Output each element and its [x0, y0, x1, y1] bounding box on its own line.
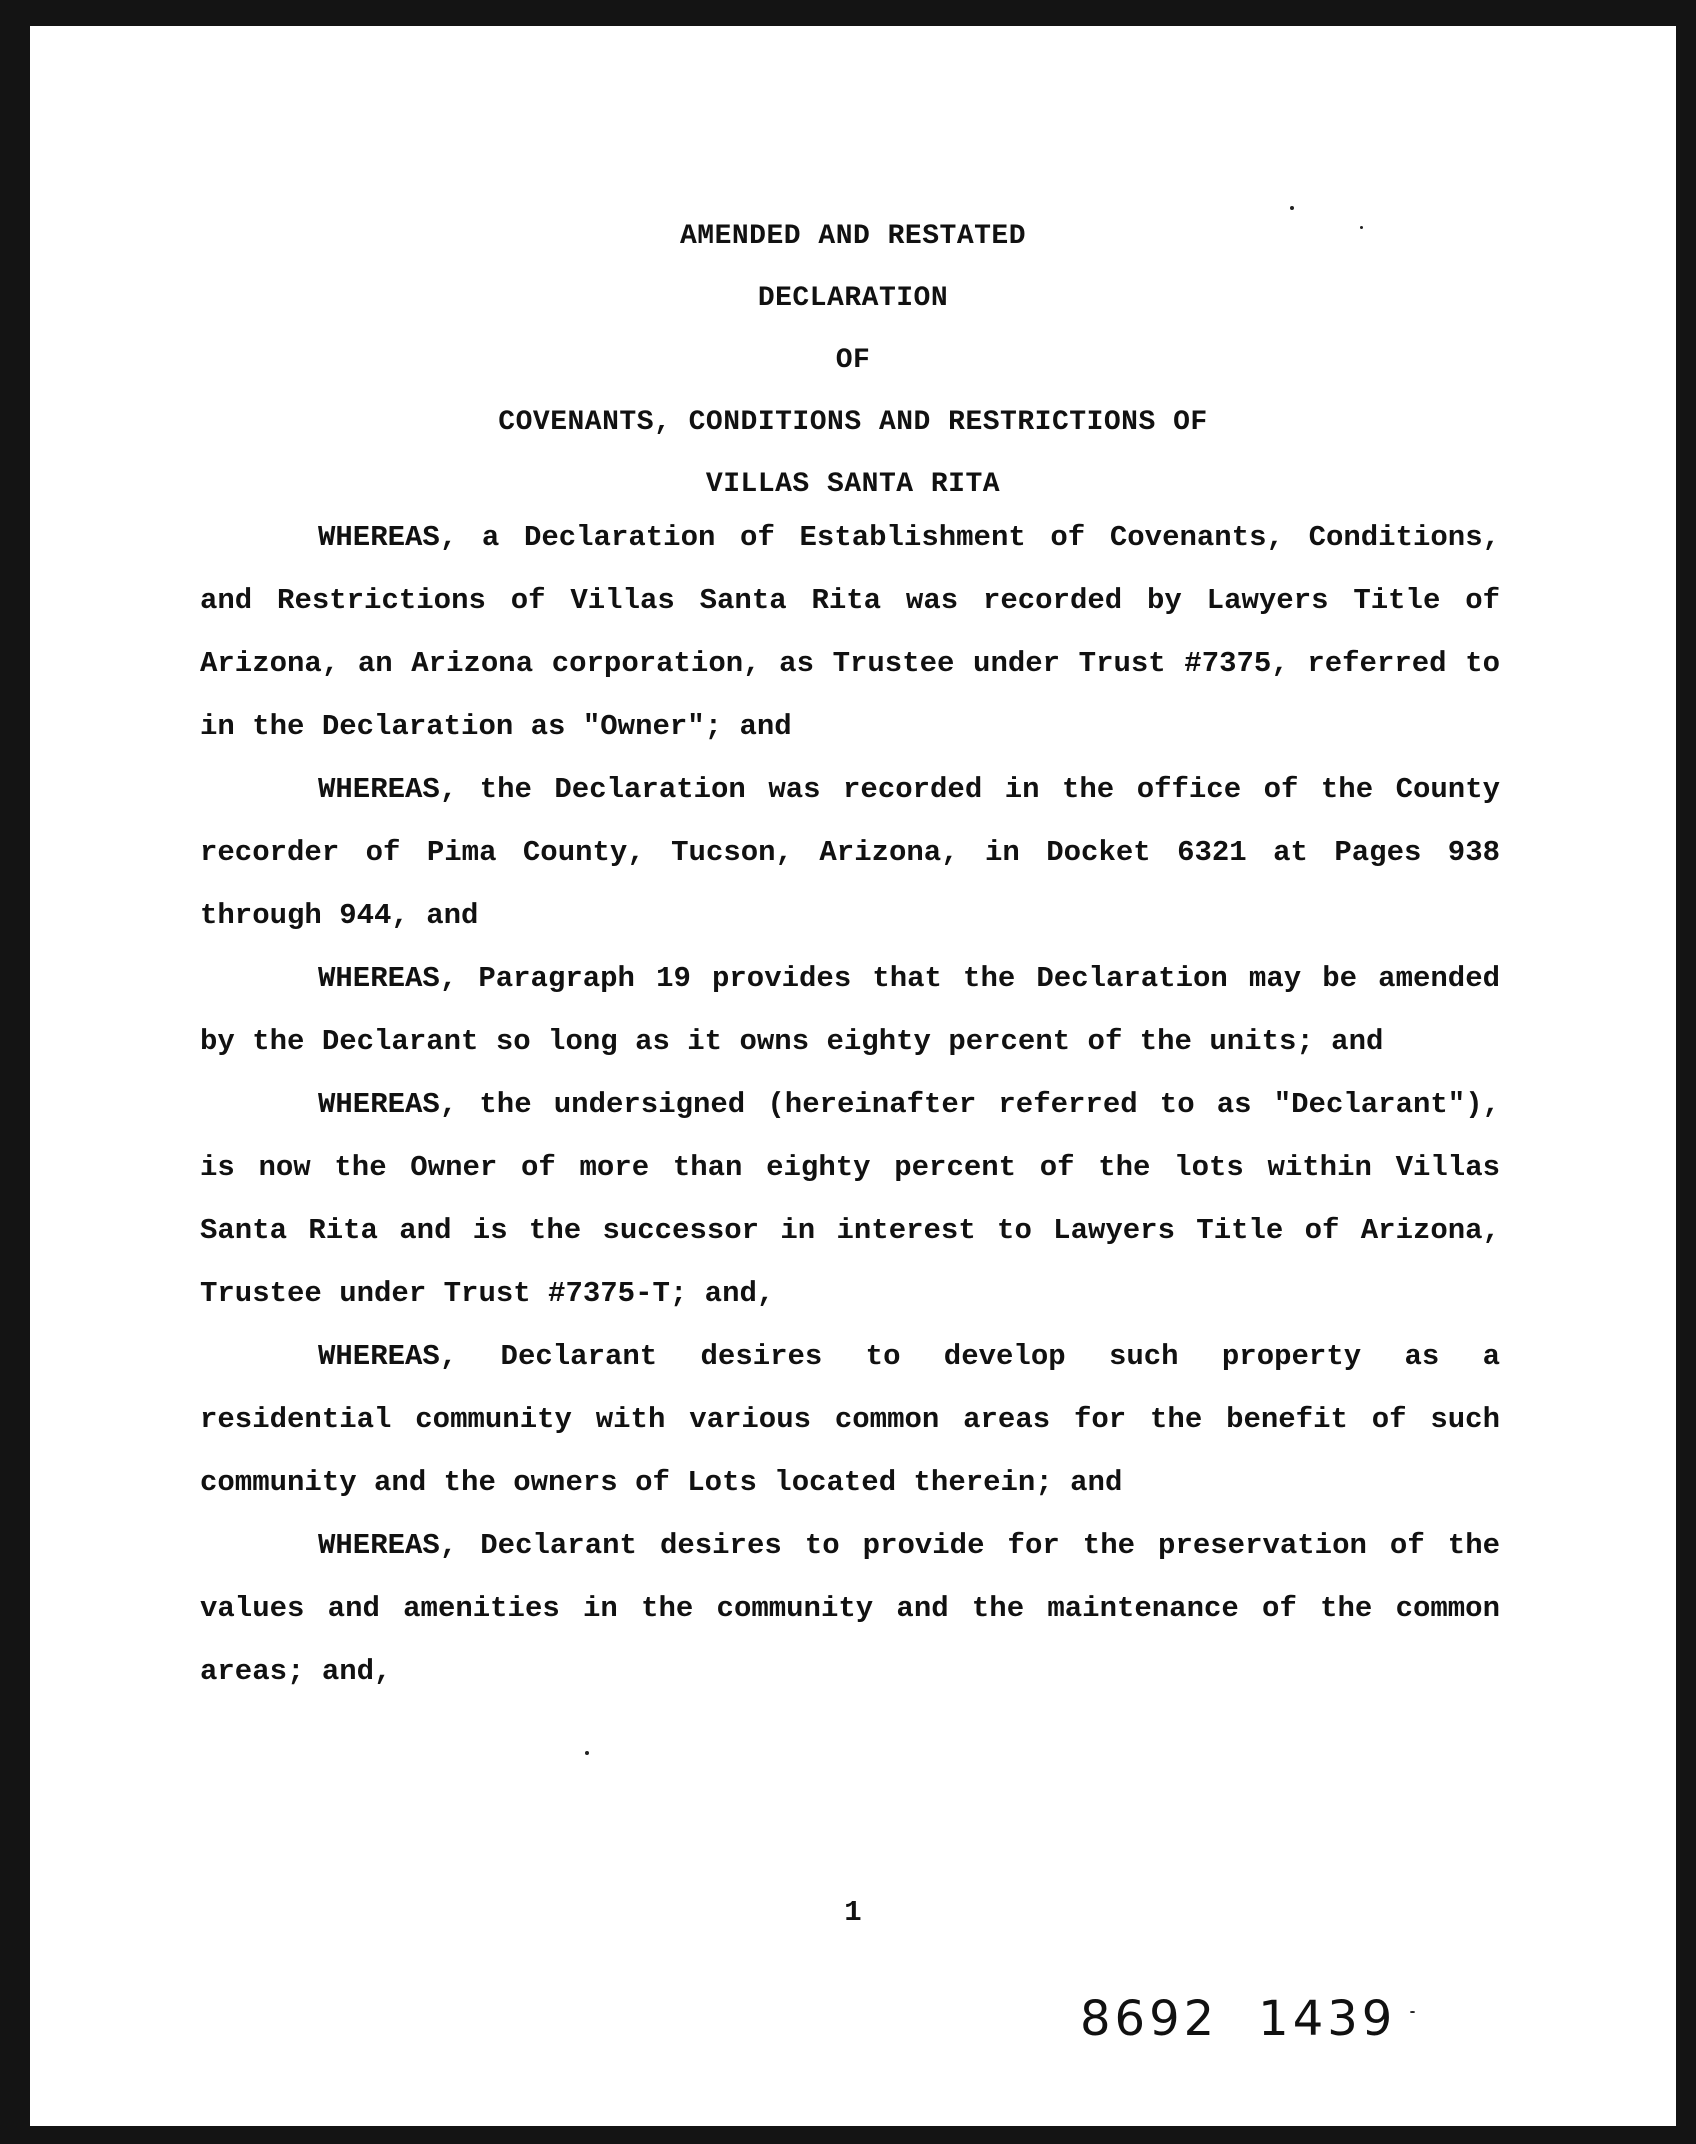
document-page [30, 26, 1676, 2126]
scan-speck [585, 1751, 589, 1755]
title-line: OF [835, 345, 871, 376]
title-line: DECLARATION [757, 283, 949, 314]
title-line: AMENDED AND RESTATED [679, 221, 1027, 252]
page-number: 1 [844, 1896, 862, 1929]
recording-stamp [1080, 1991, 1436, 2047]
scan-speck [1290, 206, 1294, 210]
document-title [30, 211, 1676, 521]
title-line: COVENANTS, CONDITIONS AND RESTRICTIONS OF [498, 407, 1208, 438]
whereas-paragraph: WHEREAS, Declarant desires to develop such property as a residential community with various common areas for the benefit of such community and the owners of Lots located therein; and [200, 1340, 1500, 1499]
whereas-paragraph: WHEREAS, Paragraph 19 provides that the Declaration may be amended by the Declarant so long as it owns eighty percent of the units; and [200, 962, 1500, 1058]
whereas-paragraph: WHEREAS, Declarant desires to provide for the preservation of the values and amenities in the community and the maintenance of the common areas; and, [200, 1529, 1500, 1688]
title-line: VILLAS SANTA RITA [705, 469, 1001, 500]
document-body [200, 506, 1500, 1703]
scan-speck [1410, 2011, 1415, 2013]
whereas-paragraph: WHEREAS, the Declaration was recorded in the office of the County recorder of Pima County, Tucson, Arizona, in Docket 6321 at Pages 938 through 944, and [200, 773, 1500, 932]
whereas-paragraph: WHEREAS, the undersigned (hereinafter referred to as "Declarant"), is now the Owner of more than eighty percent of the lots within Villas Santa Rita and is the successor in interest to Lawyers Title of Arizona, Trustee under Trust #7375-T; and, [200, 1088, 1500, 1310]
whereas-paragraph: WHEREAS, a Declaration of Establishment of Covenants, Conditions, and Restrictions of Villas Santa Rita was recorded by Lawyers Title of Arizona, an Arizona corporation, as Trustee under Trust #7375, referred to in the Declaration as "Owner"; and [200, 521, 1500, 743]
record-docket-number: 8692 [1080, 1991, 1219, 2047]
record-page-number: 1439 [1258, 1991, 1397, 2047]
scan-speck [1360, 226, 1363, 229]
